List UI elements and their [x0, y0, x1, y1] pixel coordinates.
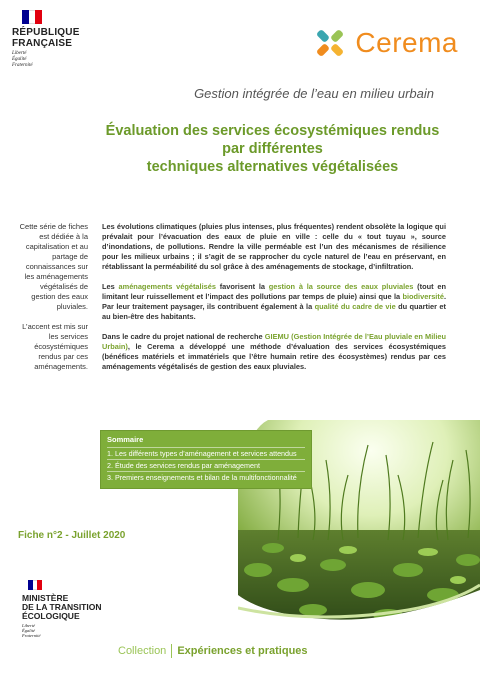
- sidebar-paragraph: Cette série de fiches est dédiée à la capitalisation et au partage de connaissances sur les aménagements végétalisés de gestion des eaux pluviales.: [19, 222, 88, 311]
- summary-box: [100, 430, 312, 489]
- sidebar-paragraph: L’accent est mis sur les services écosystémiques rendus par ces aménagements.: [22, 322, 88, 371]
- fiche-number: Fiche n°2 - Juillet 2020: [18, 530, 126, 541]
- french-flag-icon: [22, 10, 42, 24]
- republique-francaise-logo: [12, 10, 102, 69]
- document-subtitle: Gestion intégrée de l’eau en milieu urbain: [194, 86, 434, 101]
- collection-footer: [118, 644, 308, 658]
- republique-name: RÉPUBLIQUE FRANÇAISE: [12, 27, 80, 49]
- collection-divider: [171, 644, 172, 658]
- main-text: [102, 222, 446, 382]
- french-flag-icon: [28, 580, 42, 590]
- sidebar-intro: [18, 222, 88, 382]
- main-paragraph-1: Les évolutions climatiques (pluies plus intenses, plus fréquentes) rendent obsolète la logique qui prévalait pour l’évacuation des eaux de pluie en ville : celle du « tout tuyau », source d’inondations, de pollutions. Rendre la ville perméable est l’un des mécanismes de résilience pour les milieux urbains ; il s’agit de se rapprocher du cycle naturel de l’eau en préservant, en rétablissant la perméabilité du sol grâce à des aménagements de stockage, d’infiltration.: [102, 222, 446, 271]
- summary-item: 2. Étude des services rendus par aménagement: [107, 459, 305, 471]
- cerema-wordmark: Cerema: [355, 27, 458, 58]
- main-paragraph-2: Les aménagements végétalisés favorisent la gestion à la source des eaux pluviales (tout en limitant leur ruissellement et l’impact des pollutions par temps de pluie) ainsi que la biodiversité. Par leur traitement paysager, ils contribuent également à la qualité du cadre de vie du quartier et au bien-être des habitants.: [102, 282, 447, 321]
- ministere-logo: [22, 580, 132, 638]
- cerema-mark-icon: [311, 24, 349, 62]
- cerema-logo: [311, 24, 458, 62]
- document-title: Évaluation des services écosystémiques rendus par différentes techniques alternatives végétalisées: [105, 123, 440, 175]
- main-paragraph-3: Dans le cadre du projet national de recherche GIEMU (Gestion Intégrée de l’Eau pluviale en Milieu Urbain), le Cerema a développé une méthode d’évaluation des services écosystémiques (bénéfices matériels et immatériels que l’être humain retire des écosystèmes) rendus par ces aménagements végétalisés de gestion des eaux pluviales.: [102, 332, 446, 371]
- summary-item: 1. Les différents types d’aménagement et services attendus: [107, 447, 305, 459]
- summary-item: 3. Premiers enseignements et bilan de la multifonctionnalité: [107, 471, 305, 483]
- collection-name: Expériences et pratiques: [177, 645, 308, 657]
- summary-title: Sommaire: [107, 435, 144, 444]
- ministere-name: MINISTÈRE DE LA TRANSITION ÉCOLOGIQUE: [22, 593, 102, 621]
- collection-label: Collection: [118, 645, 167, 657]
- republique-motto: Liberté Égalité Fraternité: [12, 51, 33, 68]
- ministere-motto: Liberté Égalité Fraternité: [22, 623, 41, 638]
